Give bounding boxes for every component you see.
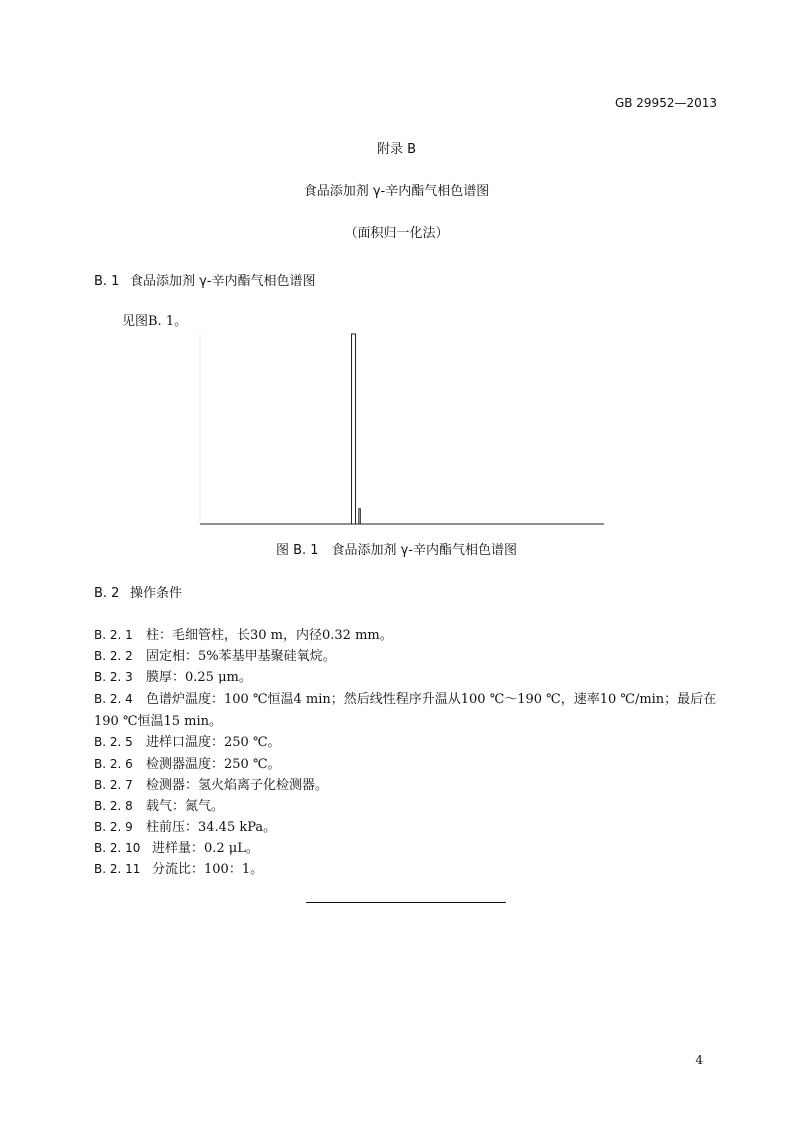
- section-b1-heading: [94, 270, 316, 289]
- item-number: B. 2. 11: [94, 862, 141, 876]
- condition-item: [94, 753, 281, 772]
- item-text: 膜厚：0.25 μm。: [146, 670, 252, 685]
- item-text: 190 ℃恒温15 min。: [94, 714, 223, 729]
- section-b1-text: 见图B. 1。: [122, 314, 188, 329]
- item-number: B. 2. 4: [94, 692, 133, 706]
- chromatogram-peak-1: [352, 334, 356, 524]
- condition-item: [94, 816, 276, 835]
- end-rule: [306, 902, 506, 903]
- condition-item: [94, 645, 336, 664]
- item-number: B. 2. 7: [94, 778, 133, 792]
- section-number: B. 2: [94, 586, 120, 601]
- section-title: 操作条件: [130, 586, 183, 601]
- appendix-label: 附录 B: [376, 142, 417, 157]
- condition-item: [94, 774, 328, 793]
- item-number: B. 2. 5: [94, 735, 133, 749]
- appendix-title: 食品添加剂 γ-辛内酯气相色谱图: [303, 184, 490, 199]
- condition-item: [94, 795, 224, 814]
- section-number: B. 1: [94, 274, 120, 289]
- item-number: B. 2. 9: [94, 820, 133, 834]
- page-number: 4: [695, 1053, 703, 1067]
- chromatogram-peaks: [352, 334, 361, 524]
- condition-item: [94, 858, 263, 877]
- item-text: 检测器温度：250 ℃。: [146, 757, 281, 772]
- condition-item-continuation: [94, 710, 222, 729]
- appendix-method: （面积归一化法）: [344, 226, 449, 241]
- item-text: 检测器：氢火焰离子化检测器。: [146, 778, 329, 793]
- item-text: 柱：毛细管柱，长30 m，内径0.32 mm。: [146, 628, 393, 643]
- item-text: 载气：氮气。: [146, 799, 225, 814]
- item-number: B. 2. 3: [94, 670, 133, 684]
- chromatogram-figure: [198, 330, 608, 530]
- condition-item: [94, 688, 716, 707]
- item-number: B. 2. 8: [94, 799, 133, 813]
- section-b2-heading: [94, 582, 182, 601]
- figure-caption: 图 B. 1 食品添加剂 γ-辛内酯气相色谱图: [275, 543, 518, 558]
- condition-item: [94, 731, 281, 750]
- item-text: 分流比：100：1。: [152, 862, 264, 877]
- item-number: B. 2. 2: [94, 649, 133, 663]
- chromatogram-peak-2: [359, 509, 361, 524]
- item-number: B. 2. 10: [94, 841, 141, 855]
- item-text: 柱前压：34.45 kPa。: [146, 820, 277, 835]
- item-number: B. 2. 6: [94, 757, 133, 771]
- item-text: 色谱炉温度：100 ℃恒温4 min；然后线性程序升温从100 ℃～190 ℃，速率10 ℃/min；最后在: [146, 692, 717, 707]
- item-text: 进样口温度：250 ℃。: [146, 735, 281, 750]
- condition-item: [94, 837, 259, 856]
- condition-item: [94, 624, 393, 643]
- item-text: 进样量：0.2 μL。: [152, 841, 259, 856]
- standard-number: GB 29952—2013: [614, 96, 717, 110]
- condition-item: [94, 666, 252, 685]
- item-text: 固定相：5%苯基甲基聚硅氧烷。: [146, 649, 336, 664]
- item-number: B. 2. 1: [94, 628, 133, 642]
- section-title: 食品添加剂 γ-辛内酯气相色谱图: [130, 274, 316, 289]
